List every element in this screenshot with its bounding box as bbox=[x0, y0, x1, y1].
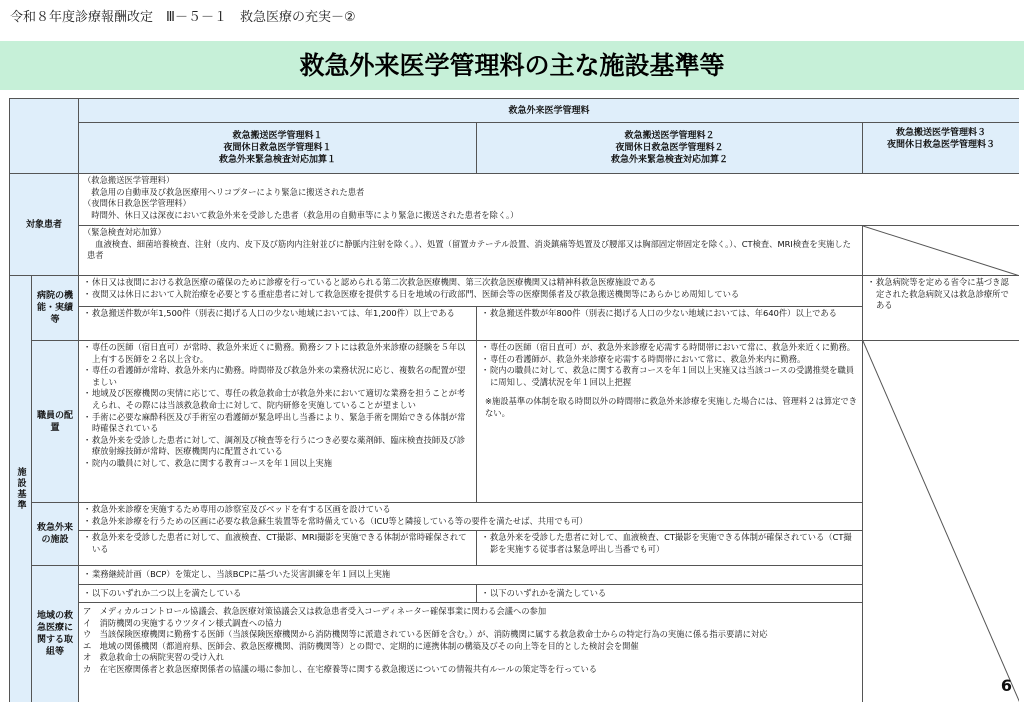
facility-label bbox=[10, 276, 32, 702]
not-applicable-diagonal bbox=[863, 341, 1019, 702]
list-item: ア メディカルコントロール協議会、救急医療対策協議会又は救急患者受入コーディネーター確保事業に関わる会議への参加 bbox=[83, 606, 547, 616]
list-item: カ 在宅医療関係者と救急医療関係者の協議の場に参加し、在宅療養等に関する救急搬送についての情報共有ルールの策定等を行っている bbox=[83, 663, 598, 674]
header-col2 bbox=[477, 123, 863, 174]
list-item: ・ 地域及び医療機関の実情に応じて、専任の救急救命士が救急外来において適切な業務を担うことが考えられ、その際には当該救急救命士に対して、院内研修を実施していることが望ましい bbox=[83, 388, 472, 411]
list-item: ・ 救急病院等を定める省令に基づき認定された救急病院又は救急診療所である bbox=[867, 277, 1015, 312]
list-item: ・ 救急外来診療を実施するため専用の診察室及びベッドを有する区画を設けている bbox=[83, 504, 858, 516]
er-col2 bbox=[477, 531, 863, 566]
target-lab-text bbox=[79, 226, 863, 276]
regional-col2 bbox=[477, 585, 863, 603]
header-col2-line: 救急外来緊急検査対応加算２ bbox=[610, 155, 728, 165]
header-col3 bbox=[863, 123, 1019, 174]
regional-bcp bbox=[79, 566, 863, 585]
not-applicable-diagonal bbox=[863, 226, 1019, 276]
staff-note: ※施設基準の体制を取る時間以外の時間帯に救急外来診療を実施した場合には、管理料２は算定できない。 bbox=[485, 396, 858, 418]
list-item: ・ 院内の職員に対して、救急に関する教育コースを年１回以上実施 bbox=[83, 458, 472, 470]
list-item: ウ 当該保険医療機関に勤務する医師（当該保険医療機関から消防機関等に派遣されている医師を含む。）が、消防機関に属する救急救命士からの特定行為の実施に係る指示要請に対応 bbox=[83, 629, 768, 640]
hospital-col3 bbox=[863, 276, 1019, 341]
header-group-label: 救急外来医学管理料 bbox=[508, 105, 590, 116]
staff-col1 bbox=[79, 341, 477, 503]
hospital-col1 bbox=[79, 307, 477, 341]
header-col2-line: 夜間休日救急医学管理料２ bbox=[615, 143, 724, 153]
list-item: ・ 院内の職員に対して、救急に関する教育コースを年１回以上実施又は当該コースの受講推奨を職員に周知し、受講状況を年１回以上把握 bbox=[481, 365, 858, 388]
header-col1-line: 夜間休日救急医学管理料１ bbox=[223, 143, 332, 153]
list-item: ・ 救急外来を受診した患者に対して、調剤及び検査等を行うにつき必要な薬剤師、臨床検査技師及び診療放射線技師が常時、医療機関内に配置されている bbox=[83, 435, 472, 458]
facility-label-text: 施設基準 bbox=[15, 467, 26, 511]
regional-col1 bbox=[79, 585, 477, 603]
list-item: ・ 以下のいずれか二つ以上を満たしている bbox=[83, 588, 472, 600]
list-item: オ 救急救命士の病院実習の受け入れ bbox=[83, 652, 225, 663]
header-col1-line: 救急搬送医学管理料１ bbox=[232, 131, 323, 141]
row-label-target-text: 対象患者 bbox=[25, 219, 62, 230]
corner-cell bbox=[10, 99, 79, 174]
list-item: ・ 以下のいずれかを満たしている bbox=[481, 588, 858, 600]
list-item: ・ 業務継続計画（BCP）を策定し、当該BCPに基づいた災害訓練を年１回以上実施 bbox=[83, 569, 858, 581]
header-group bbox=[79, 99, 1019, 123]
regional-items bbox=[79, 603, 863, 702]
list-item: ・ 救急外来を受診した患者に対して、血液検査、CT撮影、MRI撮影を実施できる体制が常時確保されている bbox=[83, 532, 472, 555]
staff-col2 bbox=[477, 341, 863, 503]
target-line: 時間外、休日又は深夜において救急外来を受診した患者（救急用の自動車等により緊急に搬送された患者を除く。） bbox=[83, 209, 519, 220]
list-item: エ 地域の関係機関（都道府県、医師会、救急医療機関、消防機関等）との間で、定期的に連携体制の構築及びその向上等を目的とした検討会を開催 bbox=[83, 640, 639, 651]
row-label-staff-text: 職員の配置 bbox=[36, 410, 73, 433]
list-item: ・ 救急搬送件数が年1,500件（別表に掲げる人口の少ない地域においては、年1,200件）以上である bbox=[83, 308, 472, 320]
page-title: 救急外来医学管理料の主な施設基準等 bbox=[299, 51, 725, 80]
col3-not-applicable bbox=[863, 341, 1019, 702]
header-col2-line: 救急搬送医学管理料２ bbox=[624, 131, 715, 141]
list-item: ・ 救急搬送件数が年800件（別表に掲げる人口の少ない地域においては、年640件）以上である bbox=[481, 308, 858, 320]
target-line: 救急用の自動車及び救急医療用ヘリコプターにより緊急に搬送された患者 bbox=[83, 186, 365, 197]
header-col3-line: 夜間休日救急医学管理料３ bbox=[886, 140, 995, 150]
row-label-hospital bbox=[32, 276, 79, 341]
list-item: ・ 専任の看護師が、救急外来診療を応需する時間帯において常に、救急外来内に勤務。 bbox=[481, 354, 858, 366]
target-line: （夜間休日救急医学管理料） bbox=[83, 198, 191, 209]
header-col3-line: 救急搬送医学管理料３ bbox=[895, 128, 986, 138]
target-col3-empty bbox=[863, 226, 1019, 276]
list-item: イ 消防機関の実施するウツタイン様式調査への協力 bbox=[83, 617, 282, 628]
row-label-er bbox=[32, 503, 79, 566]
row-label-target bbox=[10, 174, 79, 276]
target-line: （救急搬送医学管理料） bbox=[83, 175, 175, 185]
target-line: （緊急検査対応加算） bbox=[83, 227, 166, 237]
row-label-er-text: 救急外来の施設 bbox=[36, 523, 73, 545]
list-item: ・ 専任の看護師が常時、救急外来内に勤務。時間帯及び救急外来の業務状況に応じ、複数名の配置が望ましい bbox=[83, 365, 472, 388]
row-label-regional bbox=[32, 566, 79, 702]
list-item: ・ 専任の医師（宿日直可）が、救急外来診療を応需する時間帯において常に、救急外来近くに勤務。 bbox=[481, 342, 858, 354]
list-item: ・ 休日又は夜間における救急医療の確保のために診療を行っていると認められる第二次救急医療機関、第三次救急医療機関又は精神科救急医療施設である bbox=[83, 277, 858, 289]
list-item: ・ 手術に必要な麻酔科医及び手術室の看護師が緊急呼出し当番により、緊急手術を開始できる体制が常時確保されている bbox=[83, 412, 472, 435]
row-label-hospital-text: 病院の機能・実績等 bbox=[36, 291, 73, 325]
criteria-table bbox=[9, 98, 1019, 702]
breadcrumb: 令和８年度診療報酬改定 Ⅲ－５－１ 救急医療の充実－② bbox=[10, 10, 356, 25]
hospital-col2 bbox=[477, 307, 863, 341]
list-item: ・ 専任の医師（宿日直可）が常時、救急外来近くに勤務。勤務シフトには救急外来診療の経験を５年以上有する医師を２名以上含む。 bbox=[83, 342, 472, 365]
er-shared bbox=[79, 503, 863, 531]
row-label-staff bbox=[32, 341, 79, 503]
er-col1 bbox=[79, 531, 477, 566]
header-col1-line: 救急外来緊急検査対応加算１ bbox=[218, 155, 336, 165]
header-col1 bbox=[79, 123, 477, 174]
hospital-shared bbox=[79, 276, 863, 307]
target-patients-text bbox=[79, 174, 1019, 226]
row-label-regional-text: 地域の救急医療に関する取組等 bbox=[36, 611, 73, 657]
list-item: ・ 夜間又は休日において入院治療を必要とする重症患者に対して救急医療を提供する日を地域の行政部門、医師会等の医療関係者及び救急搬送機関等にあらかじめ周知している bbox=[83, 289, 858, 301]
target-line: 血液検査、細菌培養検査、注射（皮内、皮下及び筋肉内注射並びに静脈内注射を除く。）、処置（留置カテーテル設置、消炎鎮痛等処置及び腰部又は胸部固定帯固定を除く。）、CT検査、MRI検査を実施した患者 bbox=[87, 238, 851, 261]
page-number: 6 bbox=[1000, 676, 1012, 695]
list-item: ・ 救急外来を受診した患者に対して、血液検査、CT撮影を実施できる体制が確保されている（CT撮影を実施する従事者は緊急呼出し当番でも可） bbox=[481, 532, 858, 555]
title-band bbox=[0, 41, 1024, 90]
list-item: ・ 救急外来診療を行うための区画に必要な救急蘇生装置等を常時備えている（ICU等と隣接している等の要件を満たせば、共用でも可） bbox=[83, 516, 858, 528]
